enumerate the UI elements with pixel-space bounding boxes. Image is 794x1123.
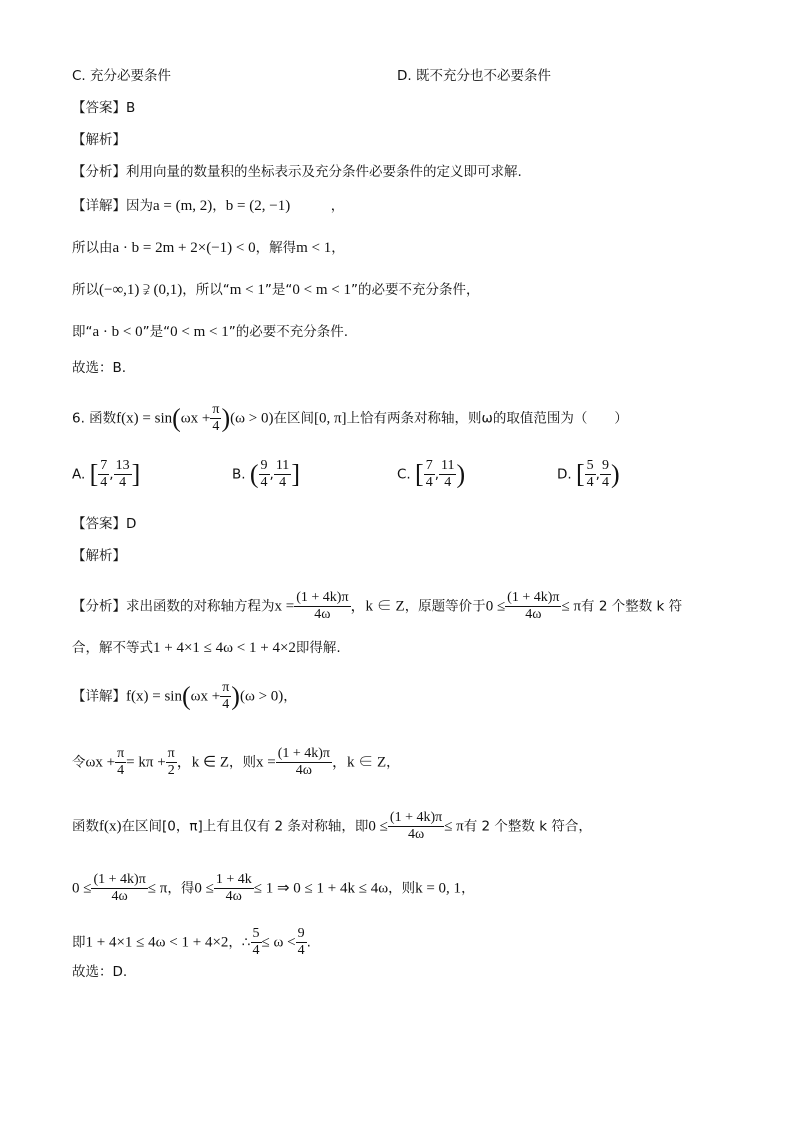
xiangjie-prefix: 【详解】因为 [72, 198, 153, 214]
line-conclusion [72, 322, 348, 342]
text: 上恰有两条对称轴，则ω的取值范围为（ ） [346, 410, 628, 427]
line-prefix: 所以 [72, 282, 99, 298]
bracket-left: ( [249, 459, 259, 489]
vector-a-def: a = (m, 2) [153, 198, 213, 214]
text: 令 [72, 754, 86, 771]
text: . [306, 934, 311, 951]
den: 4 [297, 943, 305, 958]
math-kz: ，k ∈ Z [350, 598, 405, 615]
choose-d: 故选：D. [72, 964, 128, 980]
math-range: 0 < m < 1 [170, 324, 229, 340]
num: 9 [297, 926, 305, 941]
den: 4 [260, 475, 268, 490]
q6-hanshu [72, 810, 592, 843]
num: 1 + 4k [215, 872, 252, 887]
math-x: x = [255, 754, 276, 771]
q6-answer: 【答案】D [72, 516, 137, 532]
xiangjie-line: 【详解】因为a = (m, 2)，b = (2, −1) ， [72, 198, 345, 214]
math-fx: f(x) [99, 818, 122, 835]
num: π [167, 746, 175, 761]
math: ωx + [85, 754, 116, 771]
frac-pi-2 [166, 746, 177, 779]
den: 4ω [407, 827, 425, 842]
text: ，原题等价于 [404, 598, 486, 615]
text: ，所以“ [182, 282, 230, 298]
q6-fenxi [72, 590, 682, 623]
line-prefix: 所以由 [72, 240, 113, 256]
frac [424, 458, 435, 491]
math-fx: f(x) = sin [126, 688, 182, 705]
den: 4 [444, 475, 452, 490]
option-d: D. 既不充分也不必要条件 [397, 68, 551, 84]
text: 即“ [72, 324, 93, 340]
math: = kπ + [126, 754, 166, 771]
frac-axis [294, 590, 350, 623]
text: ，则 [228, 754, 256, 771]
frac [274, 458, 291, 491]
q6-inequality [72, 872, 475, 905]
math-cond: (ω > 0) [230, 410, 274, 427]
text: ，则 [388, 880, 416, 897]
frac [259, 458, 270, 491]
num: 7 [100, 458, 108, 473]
num: (1 + 4k)π [93, 872, 146, 887]
option-label: B. [232, 466, 246, 483]
math-ineq: 1 + 4×1 ≤ 4ω < 1 + 4×2 [85, 934, 229, 951]
den: 4 [222, 697, 230, 712]
q6-xiangjie: 【详解】f(x) = sin(ωx + $\frac{\pi}{4}$ )(ω > 0)， [72, 680, 297, 712]
line-dot-product: 所以由a · b = 2m + 2×(−1) < 0，解得m < 1， [72, 240, 345, 256]
frac [439, 458, 456, 491]
num: (1 + 4k)π [296, 590, 349, 605]
math-fx: f(x) = sin [116, 410, 173, 427]
math-pi: ≤ π [444, 818, 464, 835]
text: ， [283, 688, 297, 705]
math-pi: ≤ π [561, 598, 582, 615]
text: ， [386, 754, 400, 771]
text: 在区间 [273, 410, 314, 427]
den: 4 [117, 763, 125, 778]
q6-option-d[interactable]: D. [ $\frac{5}{4}$ , $\frac{9}{4}$ ) [557, 458, 620, 490]
q6-fenxi-2 [72, 638, 341, 658]
math-k: k = 0, 1 [415, 880, 462, 897]
bracket-left: [ [89, 459, 99, 489]
frac-axis [505, 590, 561, 623]
num: 5 [586, 458, 594, 473]
den: 4ω [295, 763, 312, 778]
num: 13 [115, 458, 130, 473]
frac [214, 872, 254, 905]
answer-label: 【答案】B [72, 100, 136, 116]
fenxi-text: 【分析】利用向量的数量积的坐标表示及充分条件必要条件的定义即可求解. [72, 164, 522, 180]
den: 4 [601, 475, 609, 490]
q6-option-b[interactable]: B. ( $\frac{9}{4}$ , $\frac{11}{4}$ ] [232, 458, 300, 490]
text: ”是“ [264, 282, 293, 298]
math-zero: 0 ≤ [485, 598, 506, 615]
option-c: C. 充分必要条件 [72, 68, 172, 84]
frac [600, 458, 611, 491]
math-pi: ≤ π [147, 880, 168, 897]
den: 4 [212, 419, 220, 434]
math-zero: 0 ≤ [194, 880, 214, 897]
bracket-right: ) [610, 459, 620, 489]
den: 4ω [314, 607, 331, 622]
num: (1 + 4k)π [507, 590, 560, 605]
dot-product-inequality: a · b = 2m + 2×(−1) < 0 [112, 240, 256, 256]
num: π [117, 746, 125, 761]
bracket-left: [ [415, 459, 424, 489]
text: ”的必要不充分条件， [350, 282, 480, 298]
den: 4 [586, 475, 594, 490]
math-range: 0 < m < 1 [292, 282, 351, 298]
text: ”的必要不充分条件. [228, 324, 349, 340]
text: ，得 [167, 880, 195, 897]
q6-option-a[interactable]: A. [ $\frac{7}{4}$ , $\frac{13}{4}$ ] [72, 458, 141, 490]
text: 有 2 个整数 k 符 [581, 598, 683, 615]
bracket-right: ] [291, 459, 300, 489]
vector-b-def: b = (2, −1) [225, 198, 291, 214]
text: 合，解不等式 [72, 640, 153, 656]
math-dot: a · b < 0 [92, 324, 143, 340]
num: 7 [425, 458, 433, 473]
bracket-right: ) [456, 459, 466, 489]
text: 有 2 个整数 k 符合， [463, 818, 592, 835]
den: 4 [425, 475, 433, 490]
math-arg: ωx + [180, 410, 211, 427]
den: 4 [100, 475, 108, 490]
math-kz: ，k ∈ Z [176, 754, 229, 771]
option-label: D. [557, 466, 572, 483]
num: 9 [260, 458, 268, 473]
set-relation: (−∞,1) ⫌ (0,1) [99, 282, 183, 298]
frac-axis [91, 872, 147, 905]
text: 【分析】求出函数的对称轴方程为 [72, 598, 275, 615]
text: ， [461, 880, 475, 897]
math-rel: ≤ ω < [261, 934, 296, 951]
option-label: A. [72, 466, 86, 483]
num: 9 [601, 458, 609, 473]
bracket-right: ] [131, 459, 141, 489]
q6-ling [72, 746, 400, 779]
den: 4 [119, 475, 127, 490]
math-zero: 0 ≤ [368, 818, 388, 835]
line-set-relation [72, 280, 479, 300]
analysis-label: 【解析】 [72, 132, 126, 148]
frac [296, 926, 307, 959]
choose-b: 故选：B. [72, 360, 127, 376]
q6-option-c[interactable]: C. [ $\frac{7}{4}$ , $\frac{11}{4}$ ) [397, 458, 466, 490]
bracket-left: [ [575, 459, 585, 489]
text: ”是“ [142, 324, 171, 340]
frac [251, 926, 262, 959]
text: 函数 [72, 818, 99, 835]
num: 5 [252, 926, 260, 941]
text: 【详解】 [72, 688, 126, 705]
option-label: C. [397, 466, 411, 483]
text: 即得解. [295, 640, 341, 656]
num: 11 [440, 458, 455, 473]
frac-pi-4 [210, 402, 221, 435]
frac [98, 458, 109, 491]
frac [585, 458, 596, 491]
num: (1 + 4k)π [389, 810, 443, 825]
math-cond: (ω > 0) [239, 688, 284, 705]
frac-pi-4 [115, 746, 126, 779]
den: 4ω [111, 889, 128, 904]
frac-pi-4 [220, 680, 231, 713]
text: ，∴ [228, 934, 251, 951]
math-ineq: ≤ 1 ⇒ 0 ≤ 1 + 4k ≤ 4ω [253, 880, 389, 897]
den: 4ω [225, 889, 242, 904]
math-ineq: 1 + 4×1 ≤ 4ω < 1 + 4×2 [153, 640, 296, 656]
den: 4ω [525, 607, 542, 622]
den: 4 [279, 475, 287, 490]
math-interval: [0, π] [313, 410, 347, 427]
math-m: m < 1 [229, 282, 265, 298]
m-result: m < 1 [296, 240, 332, 256]
text: 即 [72, 934, 86, 951]
den: 2 [167, 763, 175, 778]
frac [114, 458, 132, 491]
num: π [212, 402, 220, 417]
math-arg: ωx + [190, 688, 221, 705]
num: (1 + 4k)π [277, 746, 330, 761]
math-zero: 0 ≤ [72, 880, 92, 897]
q6-result [72, 926, 311, 959]
num: 11 [275, 458, 290, 473]
frac-axis [388, 810, 444, 843]
q6-stem: 6. 函数f(x) = sin(ωx + $\frac{\pi}{4}$ )(ω > 0)在区间[0, π]上恰有两条对称轴，则ω的取值范围为（ ） [72, 402, 628, 434]
frac-axis [276, 746, 332, 779]
q6-analysis-label: 【解析】 [72, 548, 126, 564]
math-x: x = [274, 598, 295, 615]
q6-number: 6. 函数 [72, 410, 117, 427]
text: 在区间[0，π]上有且仅有 2 条对称轴，即 [121, 818, 369, 835]
den: 4 [252, 943, 260, 958]
line-mid: ，解得 [255, 240, 297, 256]
math-kz: ，k ∈ Z [332, 754, 387, 771]
num: π [222, 680, 230, 695]
